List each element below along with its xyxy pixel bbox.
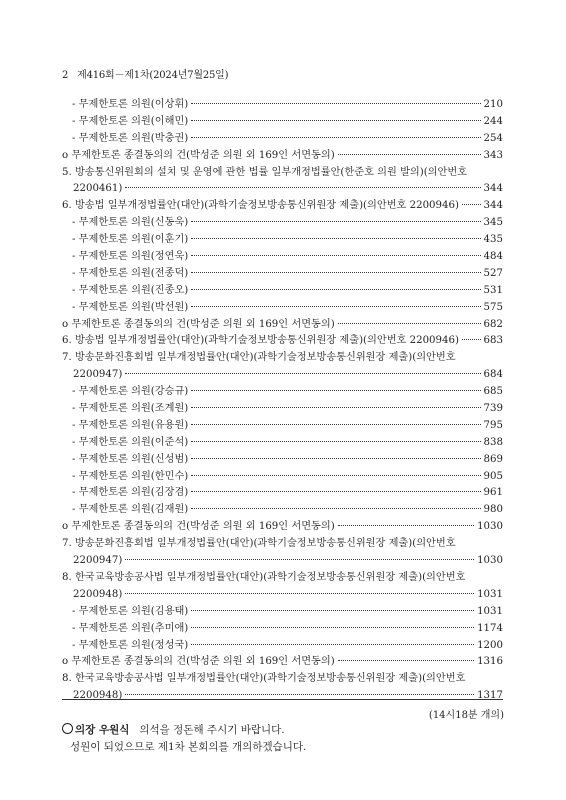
leader-dots — [191, 390, 480, 391]
toc-entry — [62, 367, 503, 384]
page-header — [62, 66, 228, 81]
leader-dots — [338, 154, 481, 155]
toc-entry-title: o 무제한토론 종결동의의 건(박성준 의원 외 169인 서면동의) — [62, 656, 335, 668]
toc-entry-title: - 무제한토론 의원(이해민) — [72, 115, 189, 127]
session-open-time: (14시18분 개의) — [428, 710, 504, 721]
toc-entry-title: o 무제한토론 종결동의의 건(박성준 의원 외 169인 서면동의) — [62, 318, 335, 330]
toc-entry-title: - 무제한토론 의원(조계원) — [72, 403, 189, 415]
leader-dots — [191, 627, 474, 628]
toc-page-number: 795 — [483, 419, 503, 431]
leader-dots — [191, 221, 480, 222]
toc-entry — [62, 587, 503, 604]
toc-entry-title: o 무제한토론 종결동의의 건(박성준 의원 외 169인 서면동의) — [62, 521, 335, 533]
toc-entry-title: 8. 한국교육방송공사법 일부개정법률안(대안)(과학기술정보방송통신위원장 제출)(의안번호 — [62, 571, 466, 583]
toc-page-number: 739 — [483, 403, 503, 415]
divider-line — [62, 699, 503, 700]
leader-dots — [191, 441, 480, 442]
toc-entry — [62, 181, 503, 198]
leader-dots — [191, 306, 480, 307]
toc-entry — [62, 553, 503, 570]
toc-sub-entry — [62, 621, 503, 638]
leader-dots — [191, 238, 480, 239]
toc-entry-title: - 무제한토론 의원(정성국) — [72, 639, 189, 651]
toc-entry — [62, 519, 503, 536]
toc-entry-title-cont: 2200947) — [73, 369, 123, 381]
toc-page-number: 1031 — [477, 588, 503, 600]
toc-entry-title: 5. 방송통신위원회의 설치 및 운영에 관한 법률 일부개정법률안(한준호 의원 발의)(의안번호 — [62, 166, 468, 178]
toc-page-number: 1031 — [477, 605, 503, 617]
toc-entry-title: - 무제한토론 의원(신성범) — [72, 453, 189, 465]
toc-entry-title: o 무제한토론 종결동의의 건(박성준 의원 외 169인 서면동의) — [62, 149, 335, 161]
toc-entry — [62, 688, 503, 705]
toc-entry-title: 8. 한국교육방송공사법 일부개정법률안(대안)(과학기술정보방송통신위원장 제출)(의안번호 — [62, 673, 466, 685]
leader-dots — [191, 610, 474, 611]
toc-entry-title: - 무제한토론 의원(박충권) — [72, 132, 189, 144]
leader-dots — [338, 660, 474, 661]
toc-sub-entry — [62, 215, 503, 232]
toc-page-number: 575 — [483, 301, 503, 313]
toc-page-number: 484 — [483, 251, 503, 263]
leader-dots — [191, 103, 480, 104]
toc-page-number: 869 — [483, 453, 503, 465]
toc-page-number: 683 — [483, 335, 503, 347]
leader-dots — [338, 525, 474, 526]
toc-page-number: 344 — [483, 200, 503, 212]
leader-dots — [462, 204, 481, 205]
toc-entry — [62, 333, 503, 350]
toc-page-number: 527 — [483, 267, 503, 279]
toc-entry-title: - 무제한토론 의원(정연욱) — [72, 251, 189, 263]
table-of-contents — [62, 97, 503, 705]
toc-sub-entry — [62, 435, 503, 452]
toc-page-number: 682 — [483, 318, 503, 330]
toc-entry-title: - 무제한토론 의원(강승규) — [72, 386, 189, 398]
toc-entry-title: - 무제한토론 의원(전종덕) — [72, 267, 189, 279]
toc-entry-title: - 무제한토론 의원(추미애) — [72, 622, 189, 634]
toc-entry-title: - 무제한토론 의원(김재원) — [72, 504, 189, 516]
leader-dots — [338, 323, 481, 324]
leader-dots — [191, 491, 480, 492]
toc-page-number: 1316 — [477, 656, 503, 668]
toc-sub-entry — [62, 502, 503, 519]
toc-entry — [62, 148, 503, 165]
toc-sub-entry — [62, 418, 503, 435]
toc-sub-entry — [62, 266, 503, 283]
toc-page-number: 1174 — [477, 622, 503, 634]
toc-entry — [62, 654, 503, 671]
speaker-circle-icon — [62, 723, 73, 734]
speech-line-1: 의석을 정돈해 주시기 바랍니다. — [139, 724, 285, 736]
toc-page-number: 344 — [483, 183, 503, 195]
toc-page-number: 685 — [483, 386, 503, 398]
toc-entry-title: - 무제한토론 의원(이준석) — [72, 436, 189, 448]
toc-entry-title: 6. 방송법 일부개정법률안(대안)(과학기술정보방송통신위원장 제출)(의안번호 2200946) — [62, 200, 459, 212]
toc-sub-entry — [62, 485, 503, 502]
leader-dots — [191, 120, 480, 121]
toc-sub-entry — [62, 401, 503, 418]
leader-dots — [191, 508, 480, 509]
leader-dots — [191, 272, 480, 273]
toc-entry-title: - 무제한토론 의원(김장겸) — [72, 487, 189, 499]
toc-page-number: 531 — [483, 284, 503, 296]
toc-entry-title: 6. 방송법 일부개정법률안(대안)(과학기술정보방송통신위원장 제출)(의안번호 2200946) — [62, 335, 459, 347]
toc-page-number: 1030 — [477, 521, 503, 533]
toc-entry-title-cont: 2200947) — [73, 555, 123, 567]
toc-entry-title: - 무제한토론 의원(한민수) — [72, 470, 189, 482]
toc-entry-title-cont: 2200948) — [73, 690, 123, 702]
speaker-name: 의장 우원식 — [75, 724, 130, 736]
toc-page-number: 905 — [483, 470, 503, 482]
toc-page-number: 1200 — [477, 639, 503, 651]
toc-entry-title-cont: 2200948) — [73, 588, 123, 600]
toc-page-number: 343 — [483, 149, 503, 161]
leader-dots — [191, 255, 480, 256]
toc-entry-title: - 무제한토론 의원(박선원) — [72, 301, 189, 313]
speech-block — [62, 722, 503, 756]
leader-dots — [462, 339, 481, 340]
toc-sub-entry — [62, 638, 503, 655]
toc-sub-entry — [62, 469, 503, 486]
toc-sub-entry — [62, 384, 503, 401]
toc-entry — [62, 198, 503, 215]
leader-dots — [125, 694, 474, 695]
toc-sub-entry — [62, 131, 503, 148]
toc-entry-title: - 무제한토론 의원(김용태) — [72, 605, 189, 617]
leader-dots — [191, 424, 480, 425]
leader-dots — [191, 289, 480, 290]
toc-page-number: 244 — [483, 115, 503, 127]
leader-dots — [125, 559, 474, 560]
toc-page-number: 980 — [483, 504, 503, 516]
toc-page-number: 961 — [483, 487, 503, 499]
toc-entry-title: 7. 방송문화진흥회법 일부개정법률안(대안)(과학기술정보방송통신위원장 제출)(의안번호 — [62, 352, 456, 364]
toc-page-number: 684 — [483, 369, 503, 381]
toc-page-number: 1030 — [477, 555, 503, 567]
toc-sub-entry — [62, 249, 503, 266]
toc-sub-entry — [62, 97, 503, 114]
toc-entry — [62, 317, 503, 334]
leader-dots — [191, 407, 480, 408]
toc-page-number: 254 — [483, 132, 503, 144]
leader-dots — [191, 644, 474, 645]
leader-dots — [191, 458, 480, 459]
toc-entry-title: - 무제한토론 의원(신동욱) — [72, 217, 189, 229]
toc-entry-title: 7. 방송문화진흥회법 일부개정법률안(대안)(과학기술정보방송통신위원장 제출)(의안번호 — [62, 538, 456, 550]
toc-entry-title-cont: 2200461) — [73, 183, 123, 195]
toc-sub-entry — [62, 604, 503, 621]
toc-page-number: 1317 — [477, 690, 503, 702]
toc-entry-title: - 무제한토론 의원(이훈기) — [72, 234, 189, 246]
leader-dots — [125, 373, 480, 374]
toc-page-number: 210 — [483, 99, 503, 110]
toc-page-number: 435 — [483, 234, 503, 246]
toc-entry-title: - 무제한토론 의원(이상휘) — [72, 99, 189, 110]
leader-dots — [191, 137, 480, 138]
toc-entry-title: - 무제한토론 의원(진종오) — [72, 284, 189, 296]
leader-dots — [125, 187, 480, 188]
toc-sub-entry — [62, 232, 503, 249]
page-number: 2 — [62, 70, 69, 81]
toc-sub-entry — [62, 300, 503, 317]
leader-dots — [191, 475, 480, 476]
toc-sub-entry — [62, 452, 503, 469]
toc-sub-entry — [62, 283, 503, 300]
toc-entry-title: - 무제한토론 의원(유용원) — [72, 419, 189, 431]
session-info: 제416회－제1차(2024년7월25일) — [77, 70, 229, 81]
leader-dots — [125, 593, 474, 594]
speech-line-2: 성원이 되었으므로 제1차 본회의를 개의하겠습니다. — [70, 741, 307, 753]
toc-page-number: 838 — [483, 436, 503, 448]
toc-sub-entry — [62, 114, 503, 131]
toc-page-number: 345 — [483, 217, 503, 229]
